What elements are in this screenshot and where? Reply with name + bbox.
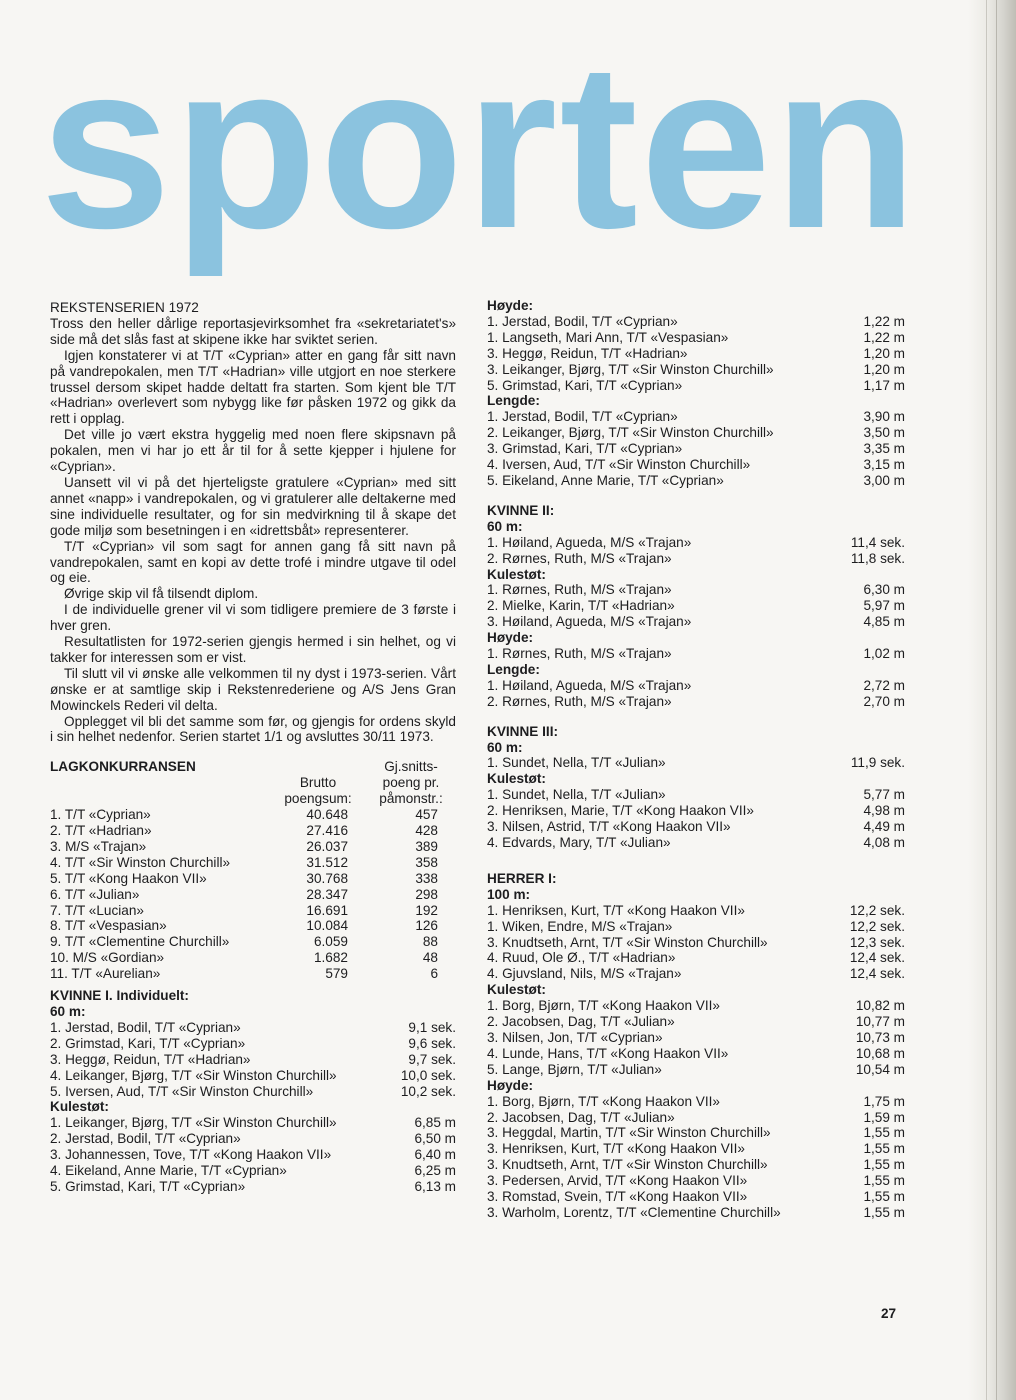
kvinne2-lengde-title: Lengde: [487,661,540,677]
result-value: 3,00 m [863,472,905,488]
athlete-name: 3. Leikanger, Bjørg, T/T «Sir Winston Churchill» [487,361,774,377]
kvinne3-kulestot-list [487,787,905,851]
athlete-name: 3. Johannessen, Tove, T/T «Kong Haakon VII» [50,1147,332,1163]
kvinne3-60m-title: 60 m: [487,739,523,755]
result-value: 6,40 m [414,1147,456,1163]
team-average: 88 [422,934,438,950]
team-brutto: 1.682 [313,950,348,966]
athlete-name: 1. Henriksen, Kurt, T/T «Kong Haakon VII» [487,902,745,918]
result-value: 1,22 m [863,329,905,345]
lagkonkurransen-header [50,759,456,775]
athlete-name: 5. Eikeland, Anne Marie, T/T «Cyprian» [487,472,724,488]
kvinne1-60m-list [50,1020,456,1100]
herrer1-kulestot-list [487,998,905,1078]
herrer1-title: HERRER I: [487,870,557,886]
kvinne1-kulestot-list [50,1115,456,1195]
result-row [50,1115,456,1131]
result-value: 1,75 m [863,1093,905,1109]
result-row [487,1062,905,1078]
kvinne1-kulestot-title: Kulestøt: [50,1099,109,1115]
athlete-name: 3. Henriksen, Kurt, T/T «Kong Haakon VII» [487,1141,745,1157]
kvinne2-kulestot-title: Kulestøt: [487,566,546,582]
athlete-name: 2. Grimstad, Kari, T/T «Cyprian» [50,1035,246,1051]
team-average: 192 [415,902,438,918]
athlete-name: 3. Høiland, Agueda, M/S «Trajan» [487,614,692,630]
athlete-name: 2. Jacobsen, Dag, T/T «Julian» [487,1109,675,1125]
col-gj-header-line2: poeng pr. [382,775,440,791]
result-row [487,1094,905,1110]
result-value: 3,50 m [863,425,905,441]
result-value: 1,55 m [863,1173,905,1189]
result-value: 10,0 sek. [400,1067,456,1083]
result-row [487,1173,905,1189]
team-brutto: 27.416 [306,823,348,838]
athlete-name: 3. Warholm, Lorentz, T/T «Clementine Churchill» [487,1204,781,1220]
result-value: 1,55 m [863,1125,905,1141]
result-row [487,614,905,630]
herrer1-100m-list [487,903,905,983]
athlete-name: 3. Romstad, Svein, T/T «Kong Haakon VII» [487,1189,748,1205]
athlete-name: 4. Leikanger, Bjørg, T/T «Sir Winston Churchill» [50,1067,337,1083]
result-value: 12,4 sek. [849,966,905,982]
team-brutto: 31.512 [306,854,348,870]
team-average: 6 [430,966,438,982]
team-average: 298 [415,886,438,902]
result-value: 10,77 m [855,1014,905,1030]
team-name: 3. M/S «Trajan» [50,838,147,854]
result-row [487,1189,905,1205]
result-row [487,787,905,803]
result-row [487,378,905,394]
team-row [50,950,456,966]
athlete-name: 2. Henriksen, Marie, T/T «Kong Haakon VII» [487,803,754,819]
result-value: 9,1 sek. [408,1019,456,1035]
herrer1-100m-title: 100 m: [487,886,531,902]
result-row [487,362,905,378]
result-value: 9,7 sek. [408,1051,456,1067]
result-row [487,1157,905,1173]
result-row [487,473,905,489]
result-row [487,582,905,598]
result-value: 2,70 m [863,693,905,709]
athlete-name: 4. Lunde, Hans, T/T «Kong Haakon VII» [487,1045,729,1061]
result-value: 4,49 m [863,819,905,835]
result-value: 6,25 m [414,1163,456,1179]
team-average: 428 [415,823,438,838]
kvinne3-kulestot-title: Kulestøt: [487,771,546,787]
team-brutto: 579 [325,966,348,982]
athlete-name: 1. Jerstad, Bodil, T/T «Cyprian» [50,1019,241,1035]
result-row [50,1052,456,1068]
result-value: 5,97 m [863,598,905,614]
athlete-name: 4. Gjuvsland, Nils, M/S «Trajan» [487,966,682,982]
result-value: 11,4 sek. [850,534,905,550]
result-row [50,1020,456,1036]
team-name: 10. M/S «Gordian» [50,950,165,966]
result-value: 6,50 m [414,1131,456,1147]
result-row [50,1036,456,1052]
herrer1-hoyde-title: Høyde: [487,1077,534,1093]
athlete-name: 3. Heggø, Reidun, T/T «Hadrian» [487,345,688,361]
kvinne2-60m-title: 60 m: [487,518,523,534]
herrer1-hoyde-list [487,1094,905,1221]
athlete-name: 5. Iversen, Aud, T/T «Sir Winston Churchill» [50,1083,314,1099]
athlete-name: 3. Knudtseth, Arnt, T/T «Sir Winston Churchill» [487,1157,768,1173]
team-average: 126 [415,918,438,934]
page-number: 27 [881,1306,897,1321]
result-value: 11,8 sek. [850,550,905,566]
team-row [50,807,456,823]
result-value: 9,6 sek. [408,1035,456,1051]
result-value: 1,20 m [863,345,905,361]
athlete-name: 4. Eikeland, Anne Marie, T/T «Cyprian» [50,1163,287,1179]
lagkonkurransen-title: LAGKONKURRANSEN [50,759,196,775]
result-value: 1,55 m [863,1141,905,1157]
kvinne2-title: KVINNE II: [487,502,555,518]
athlete-name: 1. Borg, Bjørn, T/T «Kong Haakon VII» [487,1093,720,1109]
lagkonkurransen-subheader-1 [50,775,456,791]
result-value: 1,55 m [863,1189,905,1205]
athlete-name: 1. Borg, Bjørn, T/T «Kong Haakon VII» [487,998,720,1014]
result-value: 12,2 sek. [849,902,905,918]
result-row [487,1030,905,1046]
intro-paragraph-7: I de individuelle grener vil vi som tidligere premiere de 3 første i hver gren. [50,602,456,634]
kvinne2-kulestot-list [487,582,905,630]
result-value: 6,30 m [863,582,905,598]
athlete-name: 3. Grimstad, Kari, T/T «Cyprian» [487,441,683,457]
magazine-page-edge [968,0,1016,1400]
kvinne2-60m-list [487,535,905,567]
result-value: 12,3 sek. [849,934,905,950]
team-average: 358 [415,854,438,870]
athlete-name: 4. Iversen, Aud, T/T «Sir Winston Churchill» [487,457,751,473]
intro-paragraph-10: Opplegget vil bli det samme som før, og gjengis for ordens skyld i sin helhet nedenfor. Serien startet 1/1 og avsluttes 30/11 1973. [50,713,456,745]
athlete-name: 5. Grimstad, Kari, T/T «Cyprian» [50,1178,246,1194]
result-row [487,551,905,567]
team-average: 457 [415,807,438,823]
result-row [487,409,905,425]
athlete-name: 3. Pedersen, Arvid, T/T «Kong Haakon VII» [487,1173,748,1189]
intro-paragraph-5: T/T «Cyprian» vil som sagt for annen gang få sitt navn på vandrepokalen, samt en kopi av dette trofé i mindre utgave til odel og eie. [50,538,456,586]
article-heading: REKSTENSERIEN 1972 [50,300,199,315]
team-row [50,903,456,919]
team-row [50,823,456,839]
result-value: 3,35 m [863,441,905,457]
kvinne2-hoyde-list [487,646,905,662]
result-value: 5,77 m [863,787,905,803]
athlete-name: 3. Nilsen, Jon, T/T «Cyprian» [487,1029,663,1045]
team-name: 1. T/T «Cyprian» [50,807,151,823]
athlete-name: 2. Rørnes, Ruth, M/S «Trajan» [487,693,672,709]
athlete-name: 3. Heggø, Reidun, T/T «Hadrian» [50,1051,251,1067]
result-row [487,835,905,851]
result-value: 4,85 m [863,614,905,630]
team-name: 7. T/T «Lucian» [50,902,144,918]
kvinne1-hoyde-title: Høyde: [487,298,534,313]
result-row [487,935,905,951]
result-value: 10,54 m [855,1061,905,1077]
result-row [487,819,905,835]
team-brutto: 26.037 [306,838,348,854]
result-row [487,457,905,473]
result-row [50,1084,456,1100]
result-value: 1,59 m [863,1109,905,1125]
result-value: 6,13 m [414,1178,456,1194]
athlete-name: 1. Jerstad, Bodil, T/T «Cyprian» [487,313,678,329]
result-row [50,1068,456,1084]
team-average: 389 [415,838,438,854]
col-brutto-header-line1: Brutto [299,775,337,791]
team-row [50,966,456,982]
team-row [50,871,456,887]
team-average: 338 [415,870,438,886]
team-name: 9. T/T «Clementine Churchill» [50,934,230,950]
result-value: 1,02 m [863,646,905,662]
athlete-name: 3. Nilsen, Astrid, T/T «Kong Haakon VII» [487,819,731,835]
team-name: 6. T/T «Julian» [50,886,140,902]
result-row [487,1125,905,1141]
kvinne3-60m-list [487,755,905,771]
result-row [487,314,905,330]
result-row [487,646,905,662]
col-gj-header-line1: Gj.snitts- [384,759,438,775]
team-brutto: 10.084 [306,918,348,934]
athlete-name: 5. Grimstad, Kari, T/T «Cyprian» [487,377,683,393]
result-row [50,1147,456,1163]
team-brutto: 30.768 [306,870,348,886]
kvinne1-title: KVINNE I. Individuelt: [50,988,189,1004]
team-name: 5. T/T «Kong Haakon VII» [50,870,207,886]
kvinne2-hoyde-title: Høyde: [487,630,534,646]
intro-paragraph-6: Øvrige skip vil få tilsendt diplom. [64,586,259,602]
result-value: 10,2 sek. [400,1083,456,1099]
result-row [487,1046,905,1062]
team-name: 8. T/T «Vespasian» [50,918,167,934]
result-row [487,441,905,457]
team-brutto: 16.691 [306,902,348,918]
athlete-name: 2. Rørnes, Ruth, M/S «Trajan» [487,550,672,566]
page-title: sporten [40,14,920,278]
result-value: 1,20 m [863,361,905,377]
team-brutto: 40.648 [306,807,348,823]
col-brutto-header-line2: poengsum: [284,791,352,807]
team-name: 11. T/T «Aurelian» [50,966,161,982]
result-row [487,755,905,771]
athlete-name: 1. Jerstad, Bodil, T/T «Cyprian» [487,409,678,425]
result-row [487,535,905,551]
result-row [487,966,905,982]
result-row [487,425,905,441]
kvinne3-title: KVINNE III: [487,723,558,739]
result-row [487,919,905,935]
athlete-name: 3. Knudtseth, Arnt, T/T «Sir Winston Churchill» [487,934,768,950]
intro-paragraph-3: Det ville jo vært ekstra hyggelig med noen flere skipsnavn på pokalen, men vi har jo ett år til for å sette kjepper i hjulene for «Cyprian». [50,427,456,475]
result-row [487,598,905,614]
athlete-name: 4. Edvards, Mary, T/T «Julian» [487,835,671,850]
result-row [487,694,905,710]
result-value: 12,2 sek. [849,918,905,934]
kvinne1-lengde-title: Lengde: [487,393,540,409]
result-value: 1,55 m [863,1157,905,1173]
athlete-name: 1. Rørnes, Ruth, M/S «Trajan» [487,582,672,598]
herrer1-kulestot-title: Kulestøt: [487,982,546,998]
result-value: 2,72 m [863,677,905,693]
result-row [487,1014,905,1030]
team-row [50,934,456,950]
result-row [487,1205,905,1221]
kvinne1-hoyde-list [487,314,905,394]
result-row [50,1179,456,1195]
team-row [50,839,456,855]
left-column [50,300,456,1195]
result-value: 10,73 m [855,1029,905,1045]
result-value: 11,9 sek. [850,755,905,771]
athlete-name: 2. Leikanger, Bjørg, T/T «Sir Winston Churchill» [487,425,774,441]
team-brutto: 6.059 [313,934,348,950]
athlete-name: 1. Sundet, Nella, T/T «Julian» [487,755,666,771]
result-value: 3,90 m [863,409,905,425]
result-value: 6,85 m [414,1115,456,1131]
result-row [487,950,905,966]
team-average: 48 [422,950,438,966]
result-value: 12,4 sek. [849,950,905,966]
athlete-name: 1. Høiland, Agueda, M/S «Trajan» [487,534,692,550]
result-value: 10,68 m [855,1045,905,1061]
result-value: 10,82 m [855,998,905,1014]
athlete-name: 1. Langseth, Mari Ann, T/T «Vespasian» [487,329,729,345]
right-column [487,298,905,1221]
intro-paragraph-9: Til slutt vil vi ønske alle velkommen til ny dyst i 1973-serien. Vårt ønske er at samtlige skip i Rekstenrederiene og A/S Jens Gran Mowinckels Rederi vil delta. [50,665,456,713]
intro-paragraph-1: Tross den heller dårlige reportasjevirksomhet fra «sekretariatet's» side må det slås fast at skipene ikke har sviktet serien. [50,315,456,347]
athlete-name: 5. Lange, Bjørn, T/T «Julian» [487,1061,662,1077]
team-name: 4. T/T «Sir Winston Churchill» [50,854,231,870]
athlete-name: 2. Mielke, Karin, T/T «Hadrian» [487,598,675,614]
result-value: 4,98 m [863,803,905,819]
athlete-name: 1. Rørnes, Ruth, M/S «Trajan» [487,646,672,662]
athlete-name: 1. Høiland, Agueda, M/S «Trajan» [487,677,692,693]
athlete-name: 4. Ruud, Ole Ø., T/T «Hadrian» [487,950,676,966]
result-row [487,998,905,1014]
result-row [487,903,905,919]
result-value: 4,08 m [863,835,905,850]
intro-paragraph-2: Igjen konstaterer vi at T/T «Cyprian» atter en gang får sitt navn på vandrepokalen, men T/T «Hadrian» ville utgjort en noe sterkere trussel dersom skipet hadde deltatt fra starten. Som kjent ble T/T «Hadrian» overlevert som nybygg like før påsken 1972 og gikk da rett i opplag. [50,347,456,427]
result-row [487,1110,905,1126]
lagkonkurransen-table [50,807,456,982]
result-value: 1,55 m [863,1204,905,1220]
result-row [50,1163,456,1179]
result-value: 1,22 m [863,313,905,329]
athlete-name: 3. Heggdal, Martin, T/T «Sir Winston Churchill» [487,1125,771,1141]
kvinne1-lengde-list [487,409,905,489]
athlete-name: 1. Leikanger, Bjørg, T/T «Sir Winston Churchill» [50,1115,337,1131]
athlete-name: 2. Jerstad, Bodil, T/T «Cyprian» [50,1131,241,1147]
result-row [487,330,905,346]
result-row [487,346,905,362]
result-value: 3,15 m [863,457,905,473]
team-name: 2. T/T «Hadrian» [50,823,152,838]
team-row [50,855,456,871]
athlete-name: 2. Jacobsen, Dag, T/T «Julian» [487,1014,675,1030]
col-gj-header-line3: påmonstr.: [379,791,443,807]
intro-paragraph-8: Resultatlisten for 1972-serien gjengis hermed i sin helhet, og vi takker for interessen som er vist. [50,634,456,665]
kvinne2-lengde-list [487,678,905,710]
kvinne1-60m-title: 60 m: [50,1003,86,1019]
result-row [487,803,905,819]
lagkonkurransen-subheader-2 [50,791,456,807]
intro-paragraph-4: Uansett vil vi på det hjerteligste gratulere «Cyprian» med sitt annet «napp» i vandrepokalen, og vi gratulerer alle deltakerne med sine individuelle resultater, og for sin medvirkning til å skape det gode miljø som besetningen i en «idrettsbåt» representerer. [50,474,456,538]
team-row [50,887,456,903]
team-brutto: 28.347 [306,886,348,902]
athlete-name: 1. Wiken, Endre, M/S «Trajan» [487,918,673,934]
result-value: 1,17 m [863,377,905,393]
team-row [50,918,456,934]
result-row [487,1141,905,1157]
athlete-name: 1. Sundet, Nella, T/T «Julian» [487,787,666,803]
result-row [487,678,905,694]
result-row [50,1131,456,1147]
